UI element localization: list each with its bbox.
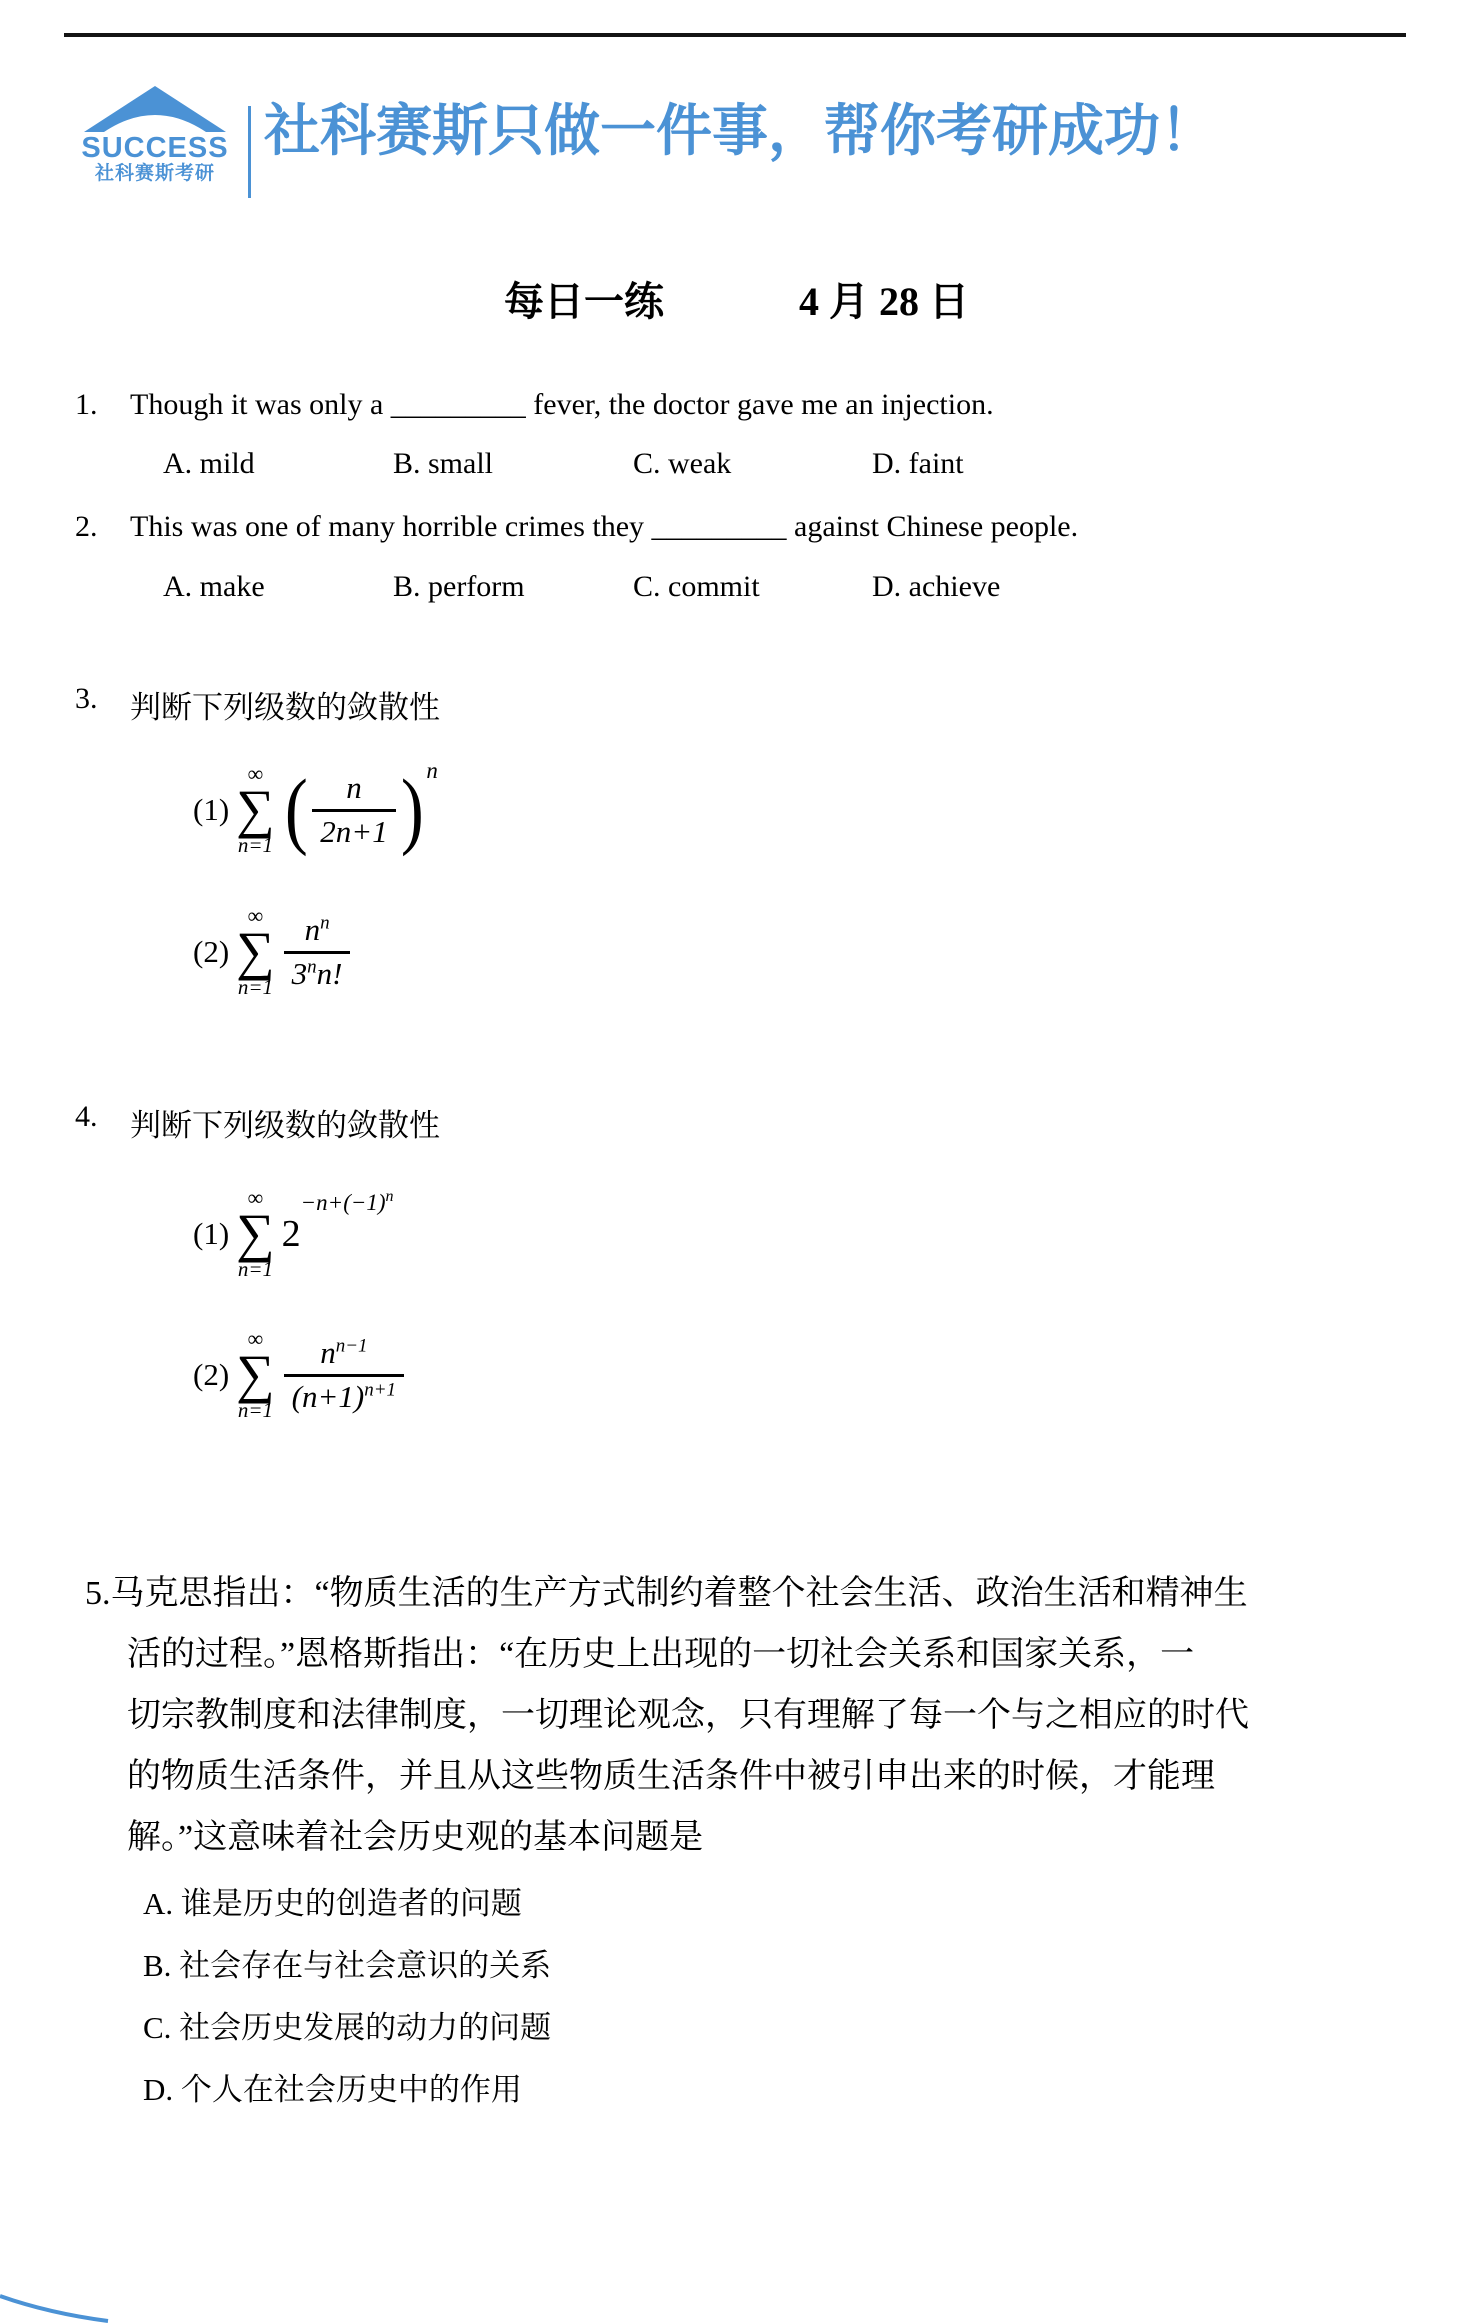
q4-text: 判断下列级数的敛散性 bbox=[130, 1108, 440, 1143]
q2-option-d: D. achieve bbox=[872, 570, 1001, 603]
sigma-icon: ∑ bbox=[236, 921, 275, 982]
left-paren: ( bbox=[284, 761, 308, 858]
success-logo bbox=[70, 86, 240, 185]
formula-label: (1) bbox=[193, 1216, 230, 1251]
formula-label: (2) bbox=[193, 1357, 230, 1392]
sigma-icon: ∑ bbox=[236, 779, 275, 840]
footer-accent-curve bbox=[0, 2290, 112, 2324]
q3-formula-2 bbox=[193, 900, 352, 1004]
summation-symbol: ∞ ∑ n=1 bbox=[236, 761, 275, 857]
exponent: $-n+(-1)^n$ bbox=[300, 1188, 394, 1215]
q1-option-a: A. mild bbox=[163, 447, 255, 480]
sigma-icon: ∑ bbox=[236, 1344, 275, 1405]
q4-number: 4. bbox=[75, 1100, 98, 1133]
q5-option-a: A. 谁是历史的创造者的问题 bbox=[143, 1886, 522, 1921]
header-rule bbox=[64, 33, 1406, 37]
q3-number: 3. bbox=[75, 682, 98, 715]
logo-subtitle: 社科赛斯考研 bbox=[94, 163, 215, 184]
summation-symbol: ∞ ∑ n=1 bbox=[236, 903, 275, 999]
q1-option-b: B. small bbox=[393, 447, 494, 480]
q5-option-b: B. 社会存在与社会意识的关系 bbox=[143, 1948, 552, 1983]
summation-symbol: ∞ ∑ n=1 bbox=[236, 1326, 275, 1422]
q2-number: 2. bbox=[75, 510, 98, 543]
q4-formula-1 bbox=[193, 1186, 394, 1282]
right-paren: ) bbox=[400, 761, 424, 858]
sigma-icon: ∑ bbox=[236, 1203, 275, 1264]
q2-option-a: A. make bbox=[163, 570, 265, 603]
brand-slogan: 社科赛斯只做一件事，帮你考研成功！ bbox=[264, 99, 1216, 162]
q3-formula-1 bbox=[193, 758, 438, 862]
fraction: $\frac{n^n}{3^nn!}$ bbox=[284, 913, 351, 990]
formula-label: (2) bbox=[193, 934, 230, 969]
header-divider bbox=[248, 106, 251, 198]
q1-number: 1. bbox=[75, 388, 98, 421]
q5-line-5: 解。”这意味着社会历史观的基本问题是 bbox=[127, 1819, 704, 1856]
q5-line-2: 活的过程。”恩格斯指出：“在历史上出现的一切社会关系和国家关系，一 bbox=[127, 1636, 1195, 1673]
q1-option-d: D. faint bbox=[872, 447, 964, 480]
q5-option-c: C. 社会历史发展的动力的问题 bbox=[143, 2010, 552, 2045]
title-name: 每日一练 bbox=[504, 279, 664, 324]
power-base: 2 bbox=[281, 1213, 301, 1255]
fraction: $\frac{n}{2n+1}$ bbox=[312, 771, 395, 848]
title-date: 4 月 28 日 bbox=[799, 279, 969, 324]
summation-symbol: ∞ ∑ n=1 bbox=[236, 1185, 275, 1281]
q2-text: This was one of many horrible crimes they _________ against Chinese people. bbox=[130, 510, 1079, 543]
q5-option-d: D. 个人在社会历史中的作用 bbox=[143, 2072, 522, 2107]
page-title bbox=[0, 270, 1473, 327]
q1-option-c: C. weak bbox=[633, 447, 732, 480]
q5-line-1: 5.马克思指出：“物质生活的生产方式制约着整个社会生活、政治生活和精神生 bbox=[85, 1575, 1248, 1612]
formula-label: (1) bbox=[193, 792, 230, 827]
q5-line-3: 切宗教制度和法律制度，一切理论观念，只有理解了每一个与之相应的时代 bbox=[127, 1697, 1249, 1734]
fraction: $\frac{n^{n-1}}{(n+1)^{n+1}}$ bbox=[284, 1336, 404, 1413]
logo-wordmark: SUCCESS bbox=[81, 132, 229, 164]
q3-text: 判断下列级数的敛散性 bbox=[130, 690, 440, 725]
q1-text: Though it was only a _________ fever, the doctor gave me an injection. bbox=[130, 388, 994, 421]
q4-formula-2 bbox=[193, 1320, 406, 1430]
exponent: n bbox=[426, 758, 438, 783]
mountain-triangle-icon bbox=[84, 86, 226, 132]
q5-line-4: 的物质生活条件，并且从这些物质生活条件中被引申出来的时候，才能理 bbox=[127, 1758, 1215, 1795]
q2-option-c: C. commit bbox=[633, 570, 760, 603]
q2-option-b: B. perform bbox=[393, 570, 525, 603]
